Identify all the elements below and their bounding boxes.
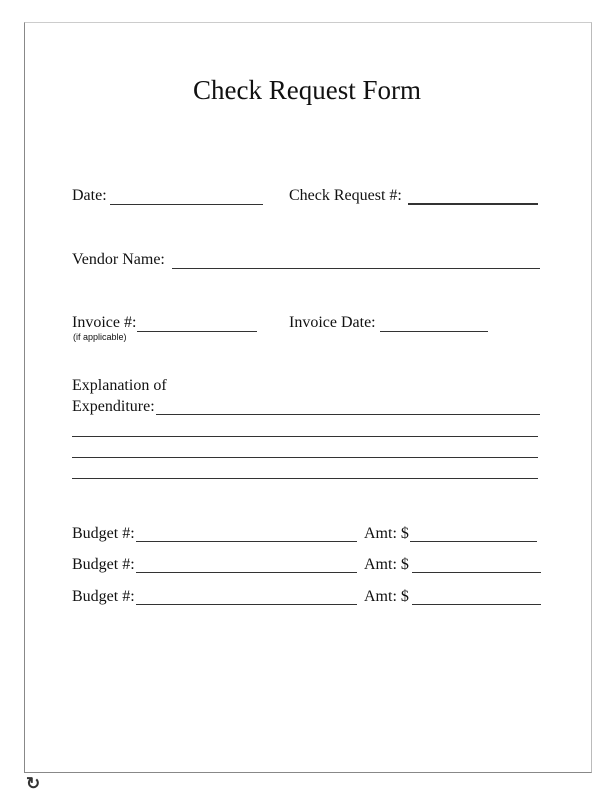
amt-label: Amt: $: [364, 525, 409, 542]
explanation-label-2: Expenditure:: [72, 398, 155, 415]
explanation-line[interactable]: [72, 457, 538, 458]
budget-label: Budget #:: [72, 525, 135, 542]
amt-field[interactable]: [412, 572, 541, 573]
vendor-label: Vendor Name:: [72, 251, 165, 268]
invoice-field[interactable]: [137, 331, 257, 332]
date-label: Date:: [72, 187, 107, 204]
invoice-note: (if applicable): [73, 332, 127, 342]
page-title: Check Request Form: [193, 75, 421, 105]
amt-field[interactable]: [412, 604, 541, 605]
invoice-label: Invoice #:: [72, 314, 137, 331]
budget-field[interactable]: [136, 604, 357, 605]
budget-label: Budget #:: [72, 588, 135, 605]
budget-field[interactable]: [136, 541, 357, 542]
budget-field[interactable]: [136, 572, 357, 573]
budget-label: Budget #:: [72, 556, 135, 573]
explanation-line[interactable]: [72, 478, 538, 479]
amt-label: Amt: $: [364, 556, 409, 573]
check-request-field[interactable]: [408, 203, 538, 205]
check-request-label: Check Request #:: [289, 187, 402, 204]
invoice-date-label: Invoice Date:: [289, 314, 376, 331]
invoice-date-field[interactable]: [380, 331, 488, 332]
date-field[interactable]: [110, 204, 263, 205]
external-link-icon[interactable]: ↻: [26, 774, 41, 793]
explanation-line[interactable]: [72, 436, 538, 437]
vendor-field[interactable]: [172, 268, 540, 269]
amt-field[interactable]: [410, 541, 537, 542]
amt-label: Amt: $: [364, 588, 409, 605]
explanation-field[interactable]: [156, 414, 540, 415]
explanation-label-1: Explanation of: [72, 377, 167, 394]
